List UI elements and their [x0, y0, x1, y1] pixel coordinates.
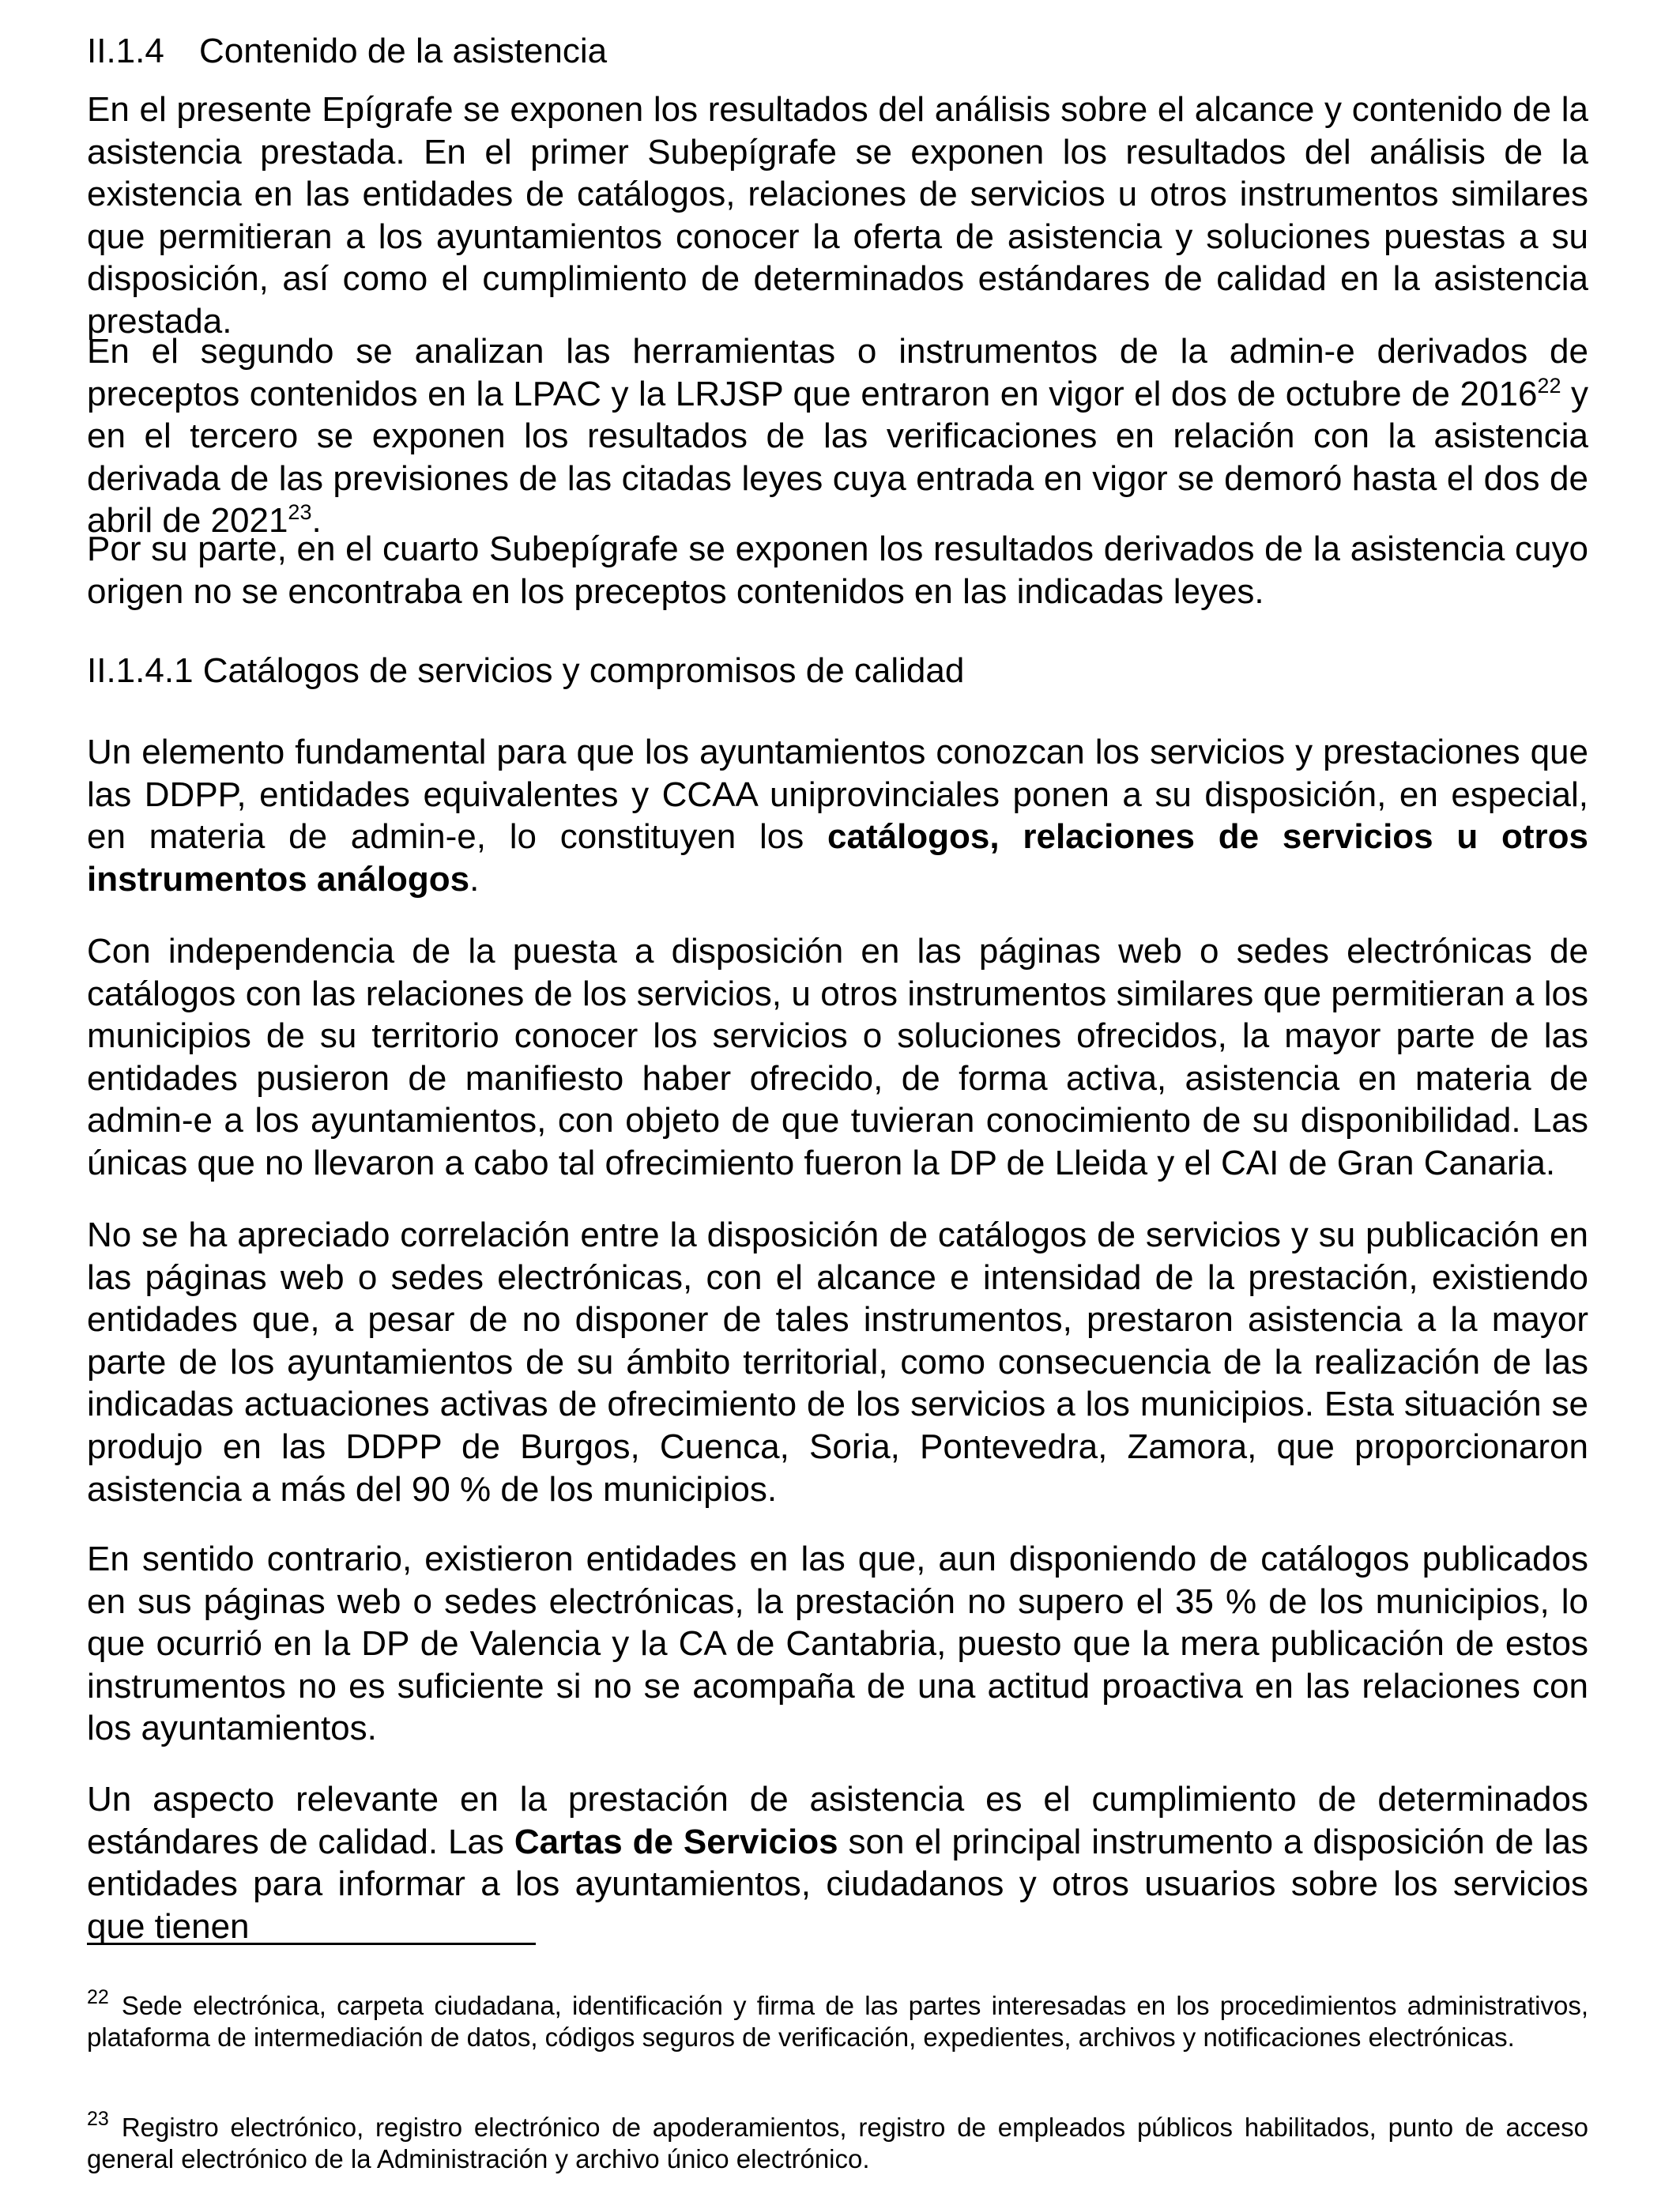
- footnote-marker: 22: [87, 1986, 109, 2008]
- subsection-number: II.1.4.1: [87, 651, 194, 690]
- section-paragraph-2: [87, 330, 1588, 542]
- footnote-text: Sede electrónica, carpeta ciudadana, identificación y firma de las partes interesadas en los procedimientos administrativos, plataforma de intermediación de datos, códigos seguros de verificación, expedientes, archivos y notificaciones electrónicas.: [87, 1991, 1588, 2052]
- subsection-paragraph-2: Con independencia de la puesta a disposición en las páginas web o sedes electrónicas de catálogos con las relaciones de los servicios, u otros instrumentos similares que permitieran a los municipios de su territorio conocer los servicios o soluciones ofrecidos, la mayor parte de las entidades pusieron de manifiesto haber ofrecido, de forma activa, asistencia en materia de admin-e a los ayuntamientos, con objeto de que tuvieran conocimiento de su disponibilidad. Las únicas que no llevaron a cabo tal ofrecimiento fueron la DP de Lleida y el CAI de Gran Canaria.: [87, 932, 1588, 1182]
- footnote-23: [87, 2108, 1588, 2175]
- footnote-text: Registro electrónico, registro electrónico de apoderamientos, registro de empleados públicos habilitados, punto de acceso general electrónico de la Administración y archivo único electrónico.: [87, 2113, 1588, 2173]
- paragraph-text: son el principal instrumento a disposición de las entidades para informar a los ayuntamientos, ciudadanos y otros usuarios sobre los servicios que tienen: [87, 1822, 1588, 1946]
- paragraph-text: En el segundo se analizan las herramientas o instrumentos de la admin-e derivados de preceptos contenidos en la LPAC y la LRJSP que entraron en vigor el dos de octubre de 2016: [87, 332, 1588, 413]
- section-paragraph-1: En el presente Epígrafe se exponen los resultados del análisis sobre el alcance y contenido de la asistencia prestada. En el primer Subepígrafe se exponen los resultados del análisis de la existencia en las entidades de catálogos, relaciones de servicios u otros instrumentos similares que permitieran a los ayuntamientos conocer la oferta de asistencia y soluciones puestas a su disposición, así como el cumplimiento de determinados estándares de calidad en la asistencia prestada.: [87, 90, 1588, 341]
- subsection-heading: [87, 650, 964, 692]
- section-heading: [87, 30, 607, 73]
- paragraph-text: .: [311, 501, 322, 541]
- bold-phrase: catálogos, relaciones de servicios u otros instrumentos análogos: [87, 817, 1588, 899]
- section-paragraph-3: Por su parte, en el cuarto Subepígrafe se exponen los resultados derivados de la asistencia cuyo origen no se encontraba en los preceptos contenidos en las indicadas leyes.: [87, 530, 1588, 611]
- paragraph-text: Un elemento fundamental para que los ayuntamientos conozcan los servicios y prestaciones que las DDPP, entidades equivalentes y CCAA uniprovinciales ponen a su disposición, en especial, en materia de admin-e, lo constituyen los: [87, 733, 1588, 857]
- footnote-22: [87, 1986, 1588, 2053]
- subsection-paragraph-4: En sentido contrario, existieron entidades en las que, aun disponiendo de catálogos publicados en sus páginas web o sedes electrónicas, la prestación no supero el 35 % de los municipios, lo que ocurrió en la DP de Valencia y la CA de Cantabria, puesto que la mera publicación de estos instrumentos no es suficiente si no se acompaña de una actitud proactiva en las relaciones con los ayuntamientos.: [87, 1540, 1588, 1748]
- footnote-reference-23: 23: [288, 500, 312, 525]
- subsection-paragraph-3: No se ha apreciado correlación entre la disposición de catálogos de servicios y su publicación en las páginas web o sedes electrónicas, con el alcance e intensidad de la prestación, existiendo entidades que, a pesar de no disponer de tales instrumentos, prestaron asistencia a la mayor parte de los ayuntamientos de su ámbito territorial, como consecuencia de la realización de las indicadas actuaciones activas de ofrecimiento de los servicios a los municipios. Esta situación se produjo en las DDPP de Burgos, Cuenca, Soria, Pontevedra, Zamora, que proporcionaron asistencia a más del 90 % de los municipios.: [87, 1216, 1588, 1509]
- paragraph-text: y en el tercero se exponen los resultados de las verificaciones en relación con la asistencia derivada de las previsiones de las citadas leyes cuya entrada en vigor se demoró hasta el dos de abril de 2021: [87, 374, 1588, 541]
- subsection-paragraph-5: [87, 1778, 1588, 1947]
- paragraph-text: Un aspecto relevante en la prestación de asistencia es el cumplimiento de determinados estándares de calidad. Las: [87, 1780, 1588, 1861]
- section-title: Contenido de la asistencia: [199, 32, 608, 70]
- subsection-paragraph-1: [87, 731, 1588, 900]
- footnote-reference-22: 22: [1537, 373, 1561, 398]
- paragraph-text: .: [469, 859, 480, 899]
- subsection-title: Catálogos de servicios y compromisos de calidad: [202, 651, 965, 690]
- bold-phrase: Cartas de Servicios: [514, 1822, 838, 1861]
- footnote-marker: 23: [87, 2108, 109, 2130]
- section-number: II.1.4: [87, 32, 164, 70]
- footnote-separator: [87, 1943, 536, 1945]
